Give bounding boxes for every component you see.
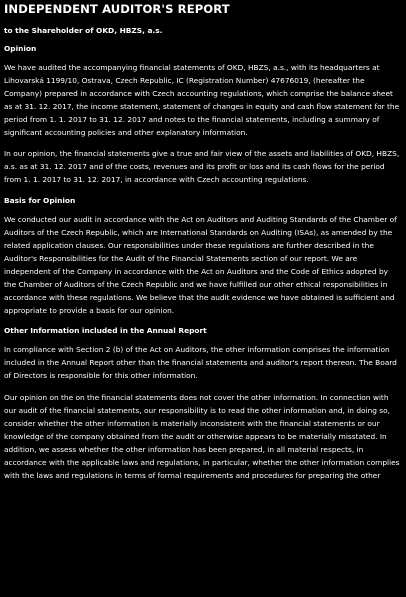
other-info-heading: Other Information included in the Annual Report [4, 326, 207, 336]
opinion-paragraph-2: In our opinion, the financial statements give a true and fair view of the assets and liabilities of OKD, HBZS, a.s. as at 31. 12. 2017 and of the costs, revenues and its profit or loss and its cash flows for the period from 1. 1. 2017 to 31. 12. 2017, in accordance with Czech accounting regulations. [4, 149, 400, 185]
report-addressee: to the Shareholder of OKD, HBZS, a.s. [4, 26, 163, 35]
basis-paragraph: We conducted our audit in accordance with the Act on Auditors and Auditing Standards of the Chamber of Auditors of the Czech Republic, which are International Standards on Auditing (ISAs), as amended by the related application clauses. Our responsibilities under these regulations are further described in the Auditor's Responsibilities for the Audit of the Financial Statements section of our report. We are independent of the Company in accordance with the Act on Auditors and the Code of Ethics adopted by the Chamber of Auditors of the Czech Republic and we have fulfilled our other ethical responsibilities in accordance with these regulations. We believe that the audit evidence we have obtained is sufficient and appropriate to provide a basis for our opinion. [4, 215, 397, 315]
report-title: INDEPENDENT AUDITOR'S REPORT [4, 2, 230, 16]
opinion-heading: Opinion [4, 44, 37, 53]
other-info-paragraph-2: Our opinion on the on the financial statements does not cover the other information. In connection with our audit of the financial statements, our responsibility is to read the other information and, in doing so, consider whether the other information is materially inconsistent with the financial statements or our knowledge of the company obtained from the audit or otherwise appears to be materially misstated. In addition, we assess whether the other information has been prepared, in all material respects, in accordance with the applicable laws and regulations, in particular, whether the other information complies with the laws and regulations in terms of formal requirements and procedures for preparing the other [4, 393, 400, 480]
opinion-paragraph-1: We have audited the accompanying financial statements of OKD, HBZS, a.s., with its headquarters at Lihovarská 1199/10, Ostrava, Czech Republic, IC (Registration Number) 47676019, (hereafter the Company) prepared in accordance with Czech accounting regulations, which comprise the balance sheet as at 31. 12. 2017, the income statement, statement of changes in equity and cash flow statement for the period from 1. 1. 2017 to 31. 12. 2017 and notes to the financial statements, including a summary of significant accounting policies and other explanatory information. [4, 63, 400, 137]
basis-heading: Basis for Opinion [4, 196, 76, 206]
other-info-paragraph-1: In compliance with Section 2 (b) of the Act on Auditors, the other information comprises the information included in the Annual Report other than the financial statements and auditor's report thereon. The Board of Directors is responsible for this other information. [4, 345, 397, 381]
